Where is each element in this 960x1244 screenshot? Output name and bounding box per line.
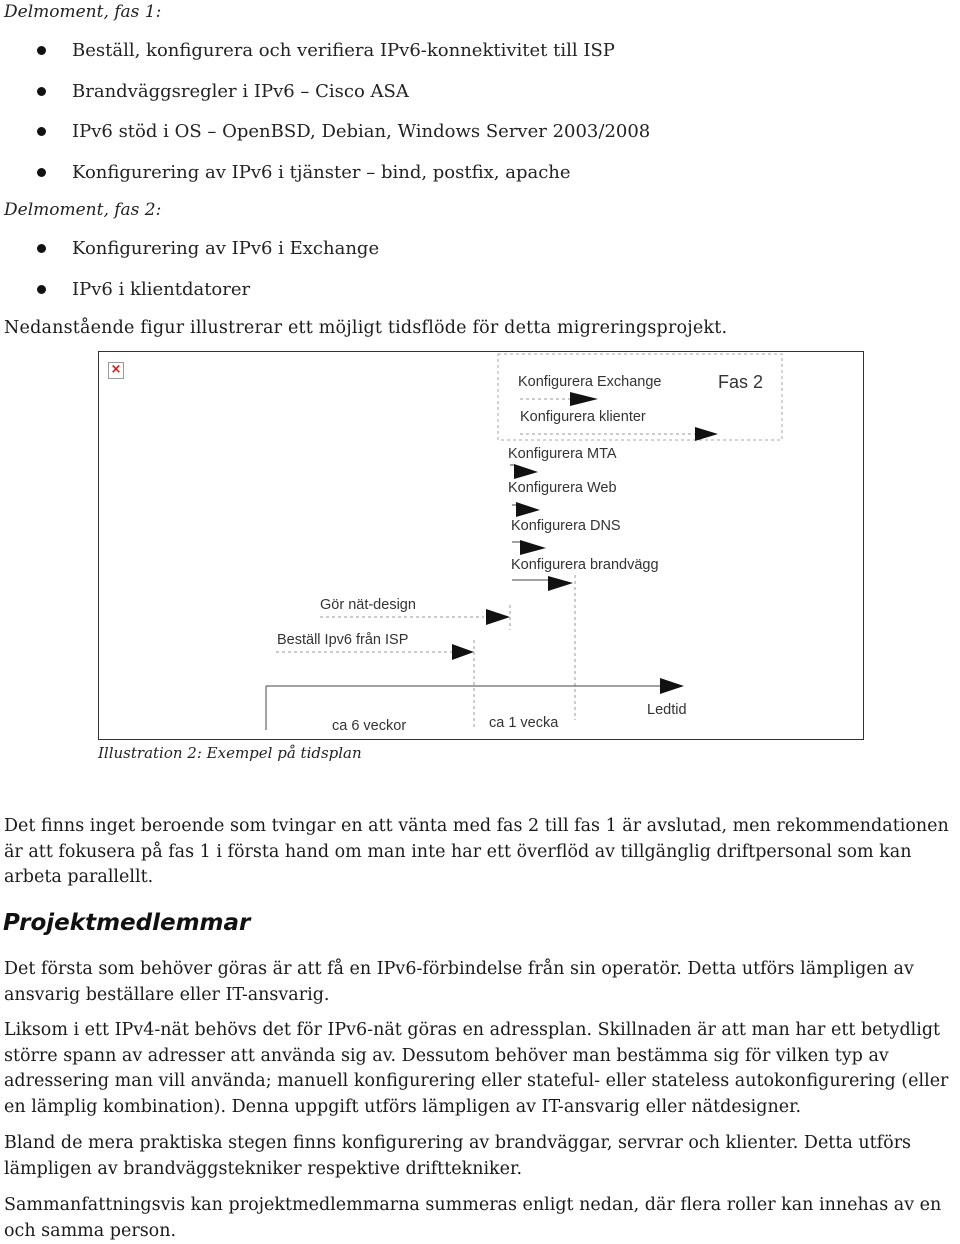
list-item: IPv6 i klientdatorer (0, 279, 379, 320)
section-paragraph: Bland de mera praktiska stegen finns konfigurering av brandväggar, servrar och klienter. Detta utförs lämpligen av brandväggstekniker respektive drifttekniker. (4, 1133, 912, 1179)
exchange-arrow (570, 392, 598, 406)
mta-arrow (514, 464, 538, 479)
task-bestall: Beställ Ipv6 från ISP (277, 632, 409, 648)
ledtid-label: Ledtid (647, 702, 687, 718)
brandvagg-arrow (548, 576, 573, 591)
figure-caption: Illustration 2: Exempel på tidsplan (98, 744, 362, 762)
phase2-heading: Delmoment, fas 2: (4, 200, 162, 220)
bestall-arrow (452, 644, 474, 660)
intro-text: Nedanstående figur illustrerar ett möjligt tidsflöde för detta migreringsprojekt. (4, 318, 728, 338)
section-title: Projektmedlemmar (3, 910, 251, 936)
ledtid-arrow (660, 678, 684, 694)
list-item: Konfigurering av IPv6 i Exchange (0, 238, 379, 279)
dns-arrow (520, 540, 546, 555)
list-item: Brandväggsregler i IPv6 – Cisco ASA (0, 81, 650, 122)
task-brandvagg: Konfigurera brandvägg (511, 557, 659, 573)
duration-6-weeks: ca 6 veckor (332, 718, 407, 734)
phase2-box (498, 354, 782, 440)
task-dns: Konfigurera DNS (511, 518, 621, 534)
task-natdesign: Gör nät-design (320, 597, 416, 613)
duration-1-week: ca 1 vecka (489, 715, 559, 731)
klienter-arrow (695, 427, 718, 441)
broken-image-icon: × (108, 362, 124, 379)
phase1-heading: Delmoment, fas 1: (4, 2, 162, 22)
section-paragraph: Sammanfattningsvis kan projektmedlemmarna summeras enligt nedan, där flera roller kan innehas av en och samma person. (4, 1195, 942, 1241)
task-web: Konfigurera Web (508, 480, 617, 496)
list-item: IPv6 stöd i OS – OpenBSD, Debian, Windows Server 2003/2008 (0, 121, 650, 162)
task-mta: Konfigurera MTA (508, 446, 617, 462)
natdesign-arrow (486, 609, 510, 625)
dependency-paragraph: Det finns inget beroende som tvingar en att vänta med fas 2 till fas 1 är avslutad, men rekommendationen är att fokusera på fas 1 i första hand om man inte har ett överflöd av tillgänglig driftpersonal som kan arbeta parallellt. (4, 816, 949, 888)
section-paragraph: Det första som behöver göras är att få en IPv6-förbindelse från sin operatör. Detta utförs lämpligen av ansvarig beställare eller IT-ansvarig. (4, 959, 914, 1005)
list-item: Konfigurering av IPv6 i tjänster – bind, postfix, apache (0, 162, 650, 203)
web-arrow (516, 502, 540, 517)
task-klienter: Konfigurera klienter (520, 409, 646, 425)
phase-label: Fas 2 (718, 372, 764, 392)
task-exchange: Konfigurera Exchange (518, 374, 662, 390)
list-item: Beställ, konfigurera och verifiera IPv6-konnektivitet till ISP (0, 40, 650, 81)
section-paragraph: Liksom i ett IPv4-nät behövs det för IPv6-nät göras en adressplan. Skillnaden är att man har ett betydligt större spann av adresser att använda sig av. Dessutom behöver man bestämma sig för vilken typ av adressering man vill använda; manuell konfigurering eller stateful- eller stateless autokonfigurering (eller en lämplig kombination). Denna uppgift utförs lämpligen av IT-ansvarig eller nätdesigner. (4, 1020, 949, 1117)
